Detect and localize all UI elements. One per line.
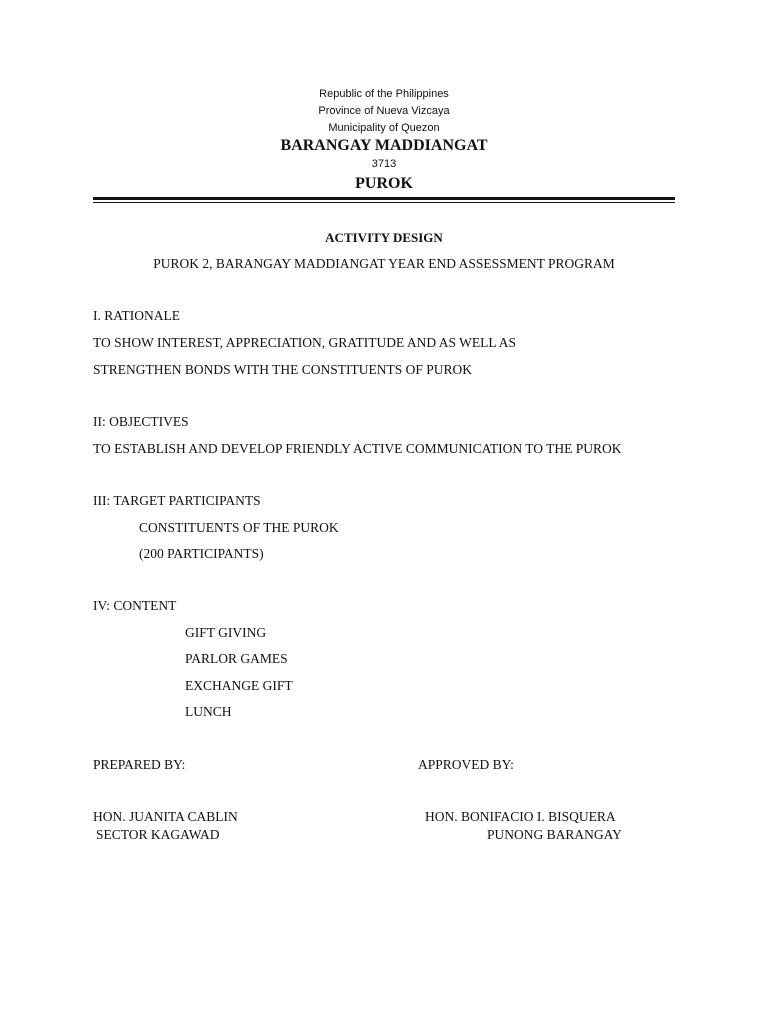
header-zip-code: 3713 <box>371 158 397 170</box>
objectives-line: TO ESTABLISH AND DEVELOP FRIENDLY ACTIVE COMMUNICATION TO THE PUROK <box>93 441 622 456</box>
header-province: Province of Nueva Vizcaya <box>318 105 450 117</box>
header-barangay: BARANGAY MADDIANGAT <box>280 137 488 154</box>
approver-name: HON. BONIFACIO I. BISQUERA <box>425 809 616 824</box>
participants-line: CONSTITUENTS OF THE PUROK <box>139 520 339 535</box>
participants-line: (200 PARTICIPANTS) <box>139 546 264 561</box>
header-divider-thin <box>93 202 675 203</box>
content-item: PARLOR GAMES <box>185 651 288 666</box>
section-rationale-heading: I. RATIONALE <box>93 308 180 323</box>
approved-by-label: APPROVED BY: <box>418 757 514 772</box>
prepared-by-label: PREPARED BY: <box>93 757 186 772</box>
document-subtitle: PUROK 2, BARANGAY MADDIANGAT YEAR END ASSESSMENT PROGRAM <box>153 256 615 271</box>
document-title: ACTIVITY DESIGN <box>325 230 443 245</box>
preparer-title: SECTOR KAGAWAD <box>96 827 220 842</box>
content-item: EXCHANGE GIFT <box>185 678 293 693</box>
rationale-line: STRENGTHEN BONDS WITH THE CONSTITUENTS OF PUROK <box>93 362 473 377</box>
header-divider-thick <box>93 197 675 200</box>
approver-title: PUNONG BARANGAY <box>487 827 622 842</box>
rationale-line: TO SHOW INTEREST, APPRECIATION, GRATITUDE AND AS WELL AS <box>93 335 517 350</box>
header-republic: Republic of the Philippines <box>319 88 449 100</box>
content-item: GIFT GIVING <box>185 625 267 640</box>
content-item: LUNCH <box>185 704 232 719</box>
header-municipality: Municipality of Quezon <box>328 122 440 134</box>
section-participants-heading: III: TARGET PARTICIPANTS <box>93 493 261 508</box>
section-content-heading: IV: CONTENT <box>93 598 177 613</box>
section-objectives-heading: II: OBJECTIVES <box>93 414 189 429</box>
preparer-name: HON. JUANITA CABLIN <box>93 809 238 824</box>
header-purok: PUROK <box>355 175 413 192</box>
